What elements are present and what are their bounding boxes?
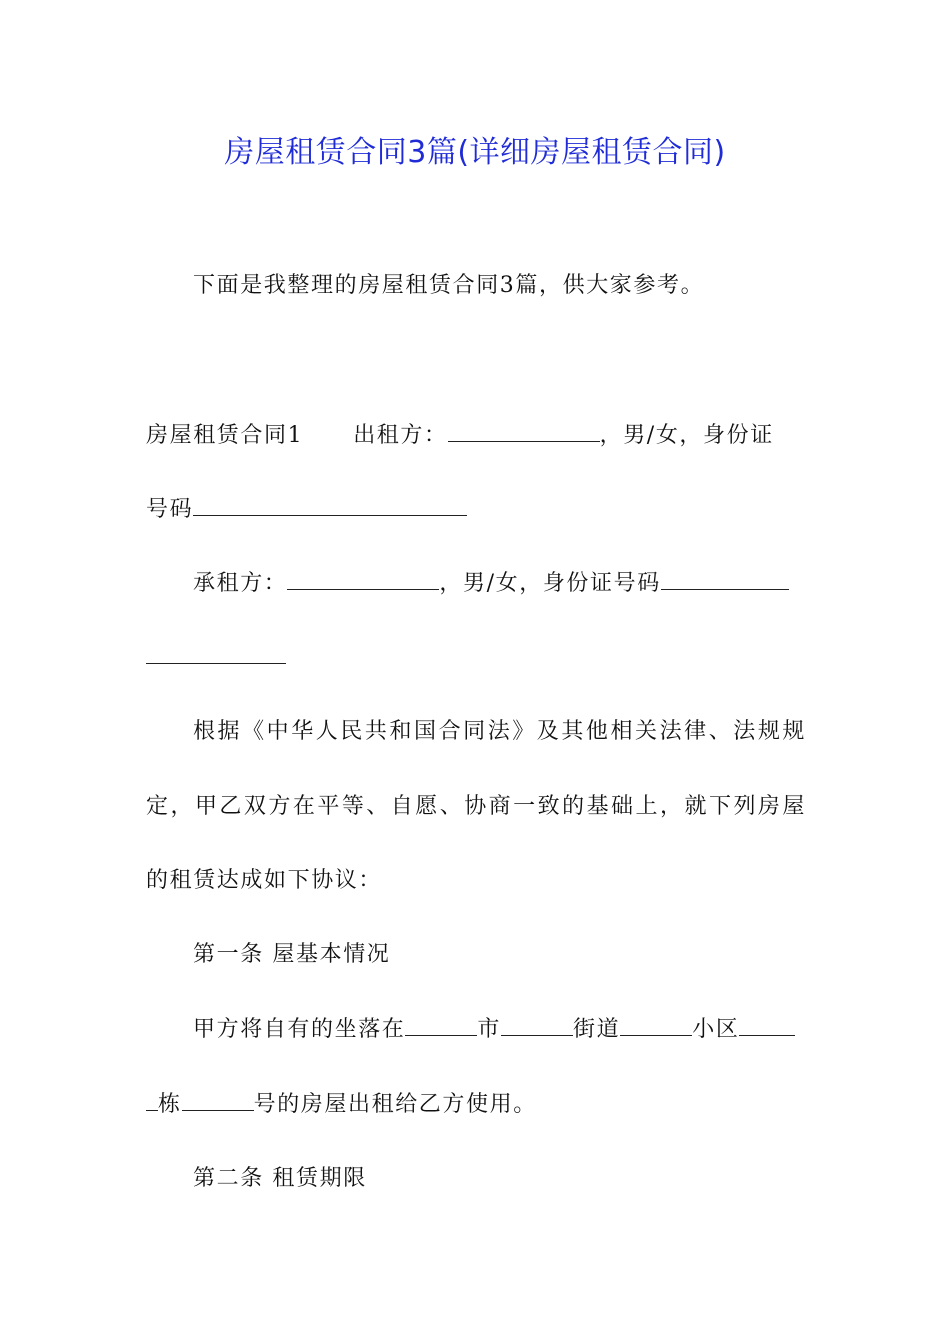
lessor-label: 出租方： [353,423,448,448]
lessor-line [146,420,806,452]
lessor-id-line [146,494,806,526]
article-1-building: 栋 [158,1092,182,1117]
lessor-id-blank [193,495,467,516]
article-1-prefix: 甲方将自有的坐落在 [193,1017,406,1042]
preamble-line-1: 根据《中华人民共和国合同法》及其他相关法律、法规规 [193,719,806,744]
lessee-id-blank-continued [146,643,286,664]
preamble-line-2: 定，甲乙双方在平等、自愿、协商一致的基础上，就下列房屋 [146,794,806,819]
article-1-city: 市 [477,1017,502,1042]
document-title: 房屋租赁合同3篇(详细房屋租赁合同) [224,135,726,170]
article-1-district: 小区 [692,1017,740,1042]
lessee-id-blank [661,569,789,590]
lessee-name-blank [287,569,439,590]
building-blank-part2 [146,1090,158,1111]
article-1-end: 号的房屋出租给乙方使用。 [253,1092,537,1117]
contract-heading: 房屋租赁合同1 [146,423,304,448]
lessor-name-blank [448,421,600,442]
article-2-heading: 第二条 租赁期限 [193,1166,367,1191]
building-blank-part1 [739,1015,795,1036]
intro-paragraph: 下面是我整理的房屋租赁合同3篇，供大家参考。 [193,273,705,298]
lessee-line [193,568,806,600]
street-blank [501,1015,573,1036]
lessee-id-continuation [146,642,806,674]
article-1-street: 街道 [573,1017,621,1042]
article-1-line-2 [146,1089,806,1121]
article-1-heading: 第一条 屋基本情况 [193,942,391,967]
lessor-id-label: 号码 [146,497,194,522]
lessee-label: 承租方： [193,571,288,596]
lessor-gender-text: ，男/女，身份证 [599,423,774,448]
preamble-line-3: 的租赁达成如下协议： [146,868,383,893]
lessee-gender-text: ，男/女，身份证号码 [439,571,661,596]
city-blank [405,1015,477,1036]
district-blank [620,1015,692,1036]
number-blank [182,1090,254,1111]
article-1-line-1 [193,1014,806,1046]
